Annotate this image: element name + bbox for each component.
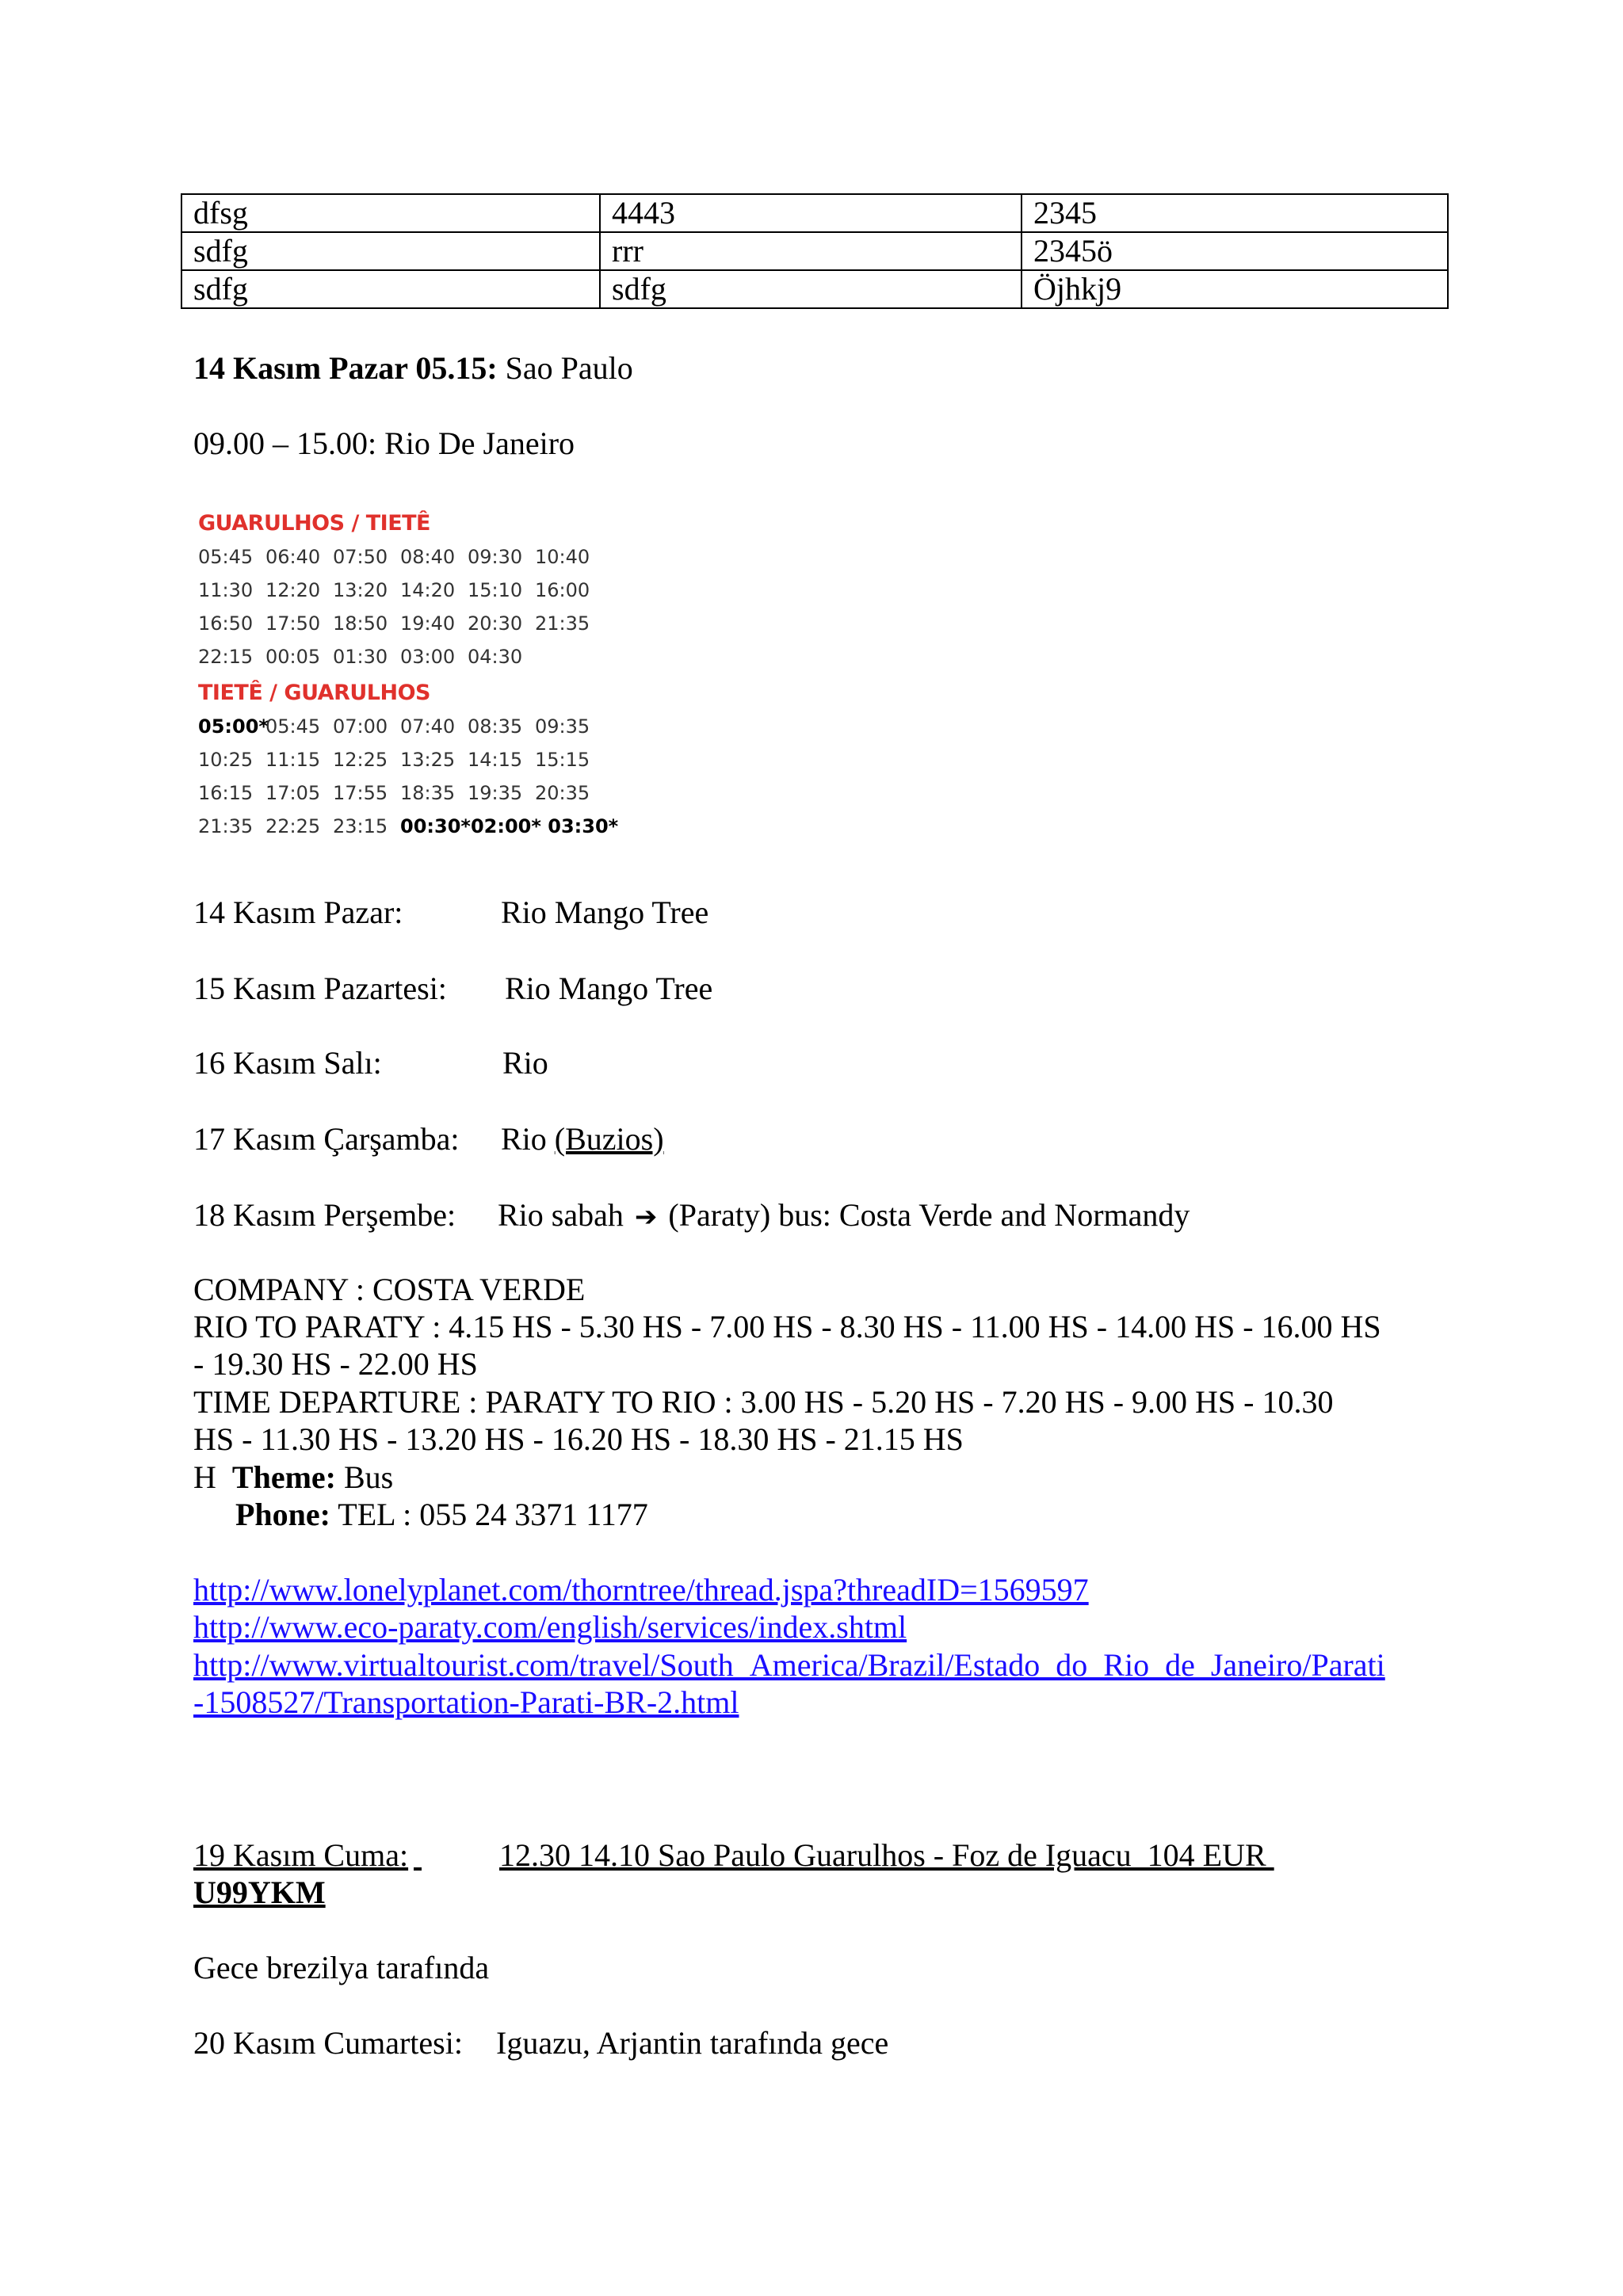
theme-value: Bus	[335, 1459, 394, 1495]
flight-code: U99YKM	[193, 1875, 326, 1910]
schedule-time: 07:40	[400, 715, 456, 738]
virtualtourist-link[interactable]: http://www.virtualtourist.com/travel/South_America/Brazil/Estado_do_Rio_de_Janeiro/Parati	[193, 1647, 1385, 1683]
schedule-time: 11:15	[265, 749, 321, 771]
schedule-time: 06:40	[265, 546, 321, 568]
table-row	[181, 194, 1448, 232]
flight-day: 19 Kasım Cuma:	[193, 1837, 409, 1873]
table-cell: rrr	[600, 232, 1022, 270]
schedule-time: 15:10	[468, 579, 523, 601]
schedule-row	[198, 810, 626, 843]
day-plan-text: Rio	[501, 1121, 547, 1157]
eco-paraty-link[interactable]: http://www.eco-paraty.com/english/services/index.shtml	[193, 1609, 907, 1645]
rio-time-line: 09.00 – 15.00: Rio De Janeiro	[193, 425, 575, 461]
schedule-time: 21:35	[535, 612, 590, 635]
company-line: COMPANY : COSTA VERDE	[193, 1272, 586, 1307]
schedule-time: 17:50	[265, 612, 321, 635]
day-label: 20 Kasım Cumartesi:	[193, 2025, 463, 2061]
table-cell: 2345	[1022, 194, 1448, 232]
schedule-time: 05:45	[198, 546, 254, 568]
schedule-time: 10:25	[198, 749, 254, 771]
day-label: 17 Kasım Çarşamba:	[193, 1121, 460, 1157]
company-line: RIO TO PARATY : 4.15 HS - 5.30 HS - 7.00 HS - 8.30 HS - 11.00 HS - 14.00 HS - 16.00 HS	[193, 1309, 1381, 1344]
table-cell: sdfg	[181, 232, 600, 270]
h-prefix: H	[193, 1459, 216, 1495]
schedule-time: 05:45	[265, 715, 321, 738]
schedule-time: 12:20	[265, 579, 321, 601]
day-plan: Rio Mango Tree	[501, 894, 709, 930]
theme-label: Theme:	[231, 1459, 336, 1495]
schedule-time: 18:50	[333, 612, 388, 635]
schedule-time: 16:15	[198, 782, 254, 804]
virtualtourist-link-continued[interactable]: -1508527/Transportation-Parati-BR-2.html	[193, 1684, 739, 1720]
date-heading	[193, 349, 633, 387]
table-cell: sdfg	[600, 270, 1022, 308]
table-cell: 4443	[600, 194, 1022, 232]
day-plan: Iguazu, Arjantin tarafında gece	[496, 2025, 889, 2061]
schedule-time: 20:35	[535, 782, 590, 804]
schedule-time: 03:00	[400, 646, 456, 668]
schedule-header-tiete-guarulhos: TIETÊ / GUARULHOS	[198, 681, 430, 705]
lonelyplanet-link[interactable]: http://www.lonelyplanet.com/thorntree/thread.jspa?threadID=1569597	[193, 1572, 1089, 1608]
schedule-row	[198, 607, 626, 640]
day-plan	[498, 1196, 1190, 1236]
date-heading-rest: Sao Paulo	[497, 350, 633, 386]
day-plan: Rio	[502, 1045, 548, 1081]
schedule-time: 08:40	[400, 546, 456, 568]
schedule-time: 17:55	[333, 782, 388, 804]
schedule-time: 18:35	[400, 782, 456, 804]
schedule-time: 21:35	[198, 815, 254, 837]
schedule-row	[198, 574, 626, 607]
schedule-time: 05:00*	[198, 715, 269, 738]
schedule-row	[198, 710, 626, 743]
night-line: Gece brezilya tarafında	[193, 1950, 490, 1985]
schedule-time: 19:35	[468, 782, 523, 804]
schedule-time: 14:15	[468, 749, 523, 771]
schedule-time: 08:35	[468, 715, 523, 738]
date-heading-bold: 14 Kasım Pazar 05.15:	[193, 350, 498, 386]
day-label: 14 Kasım Pazar:	[193, 894, 403, 930]
day-plan-text: Rio sabah	[498, 1197, 624, 1233]
schedule-row	[198, 640, 626, 673]
schedule-time: 13:20	[333, 579, 388, 601]
buzios-link[interactable]: (Buzios)	[554, 1121, 664, 1157]
schedule-time: 09:35	[535, 715, 590, 738]
table-row	[181, 232, 1448, 270]
schedule-time: 23:15	[333, 815, 388, 837]
day-plan	[501, 1120, 664, 1158]
schedule-time: 17:05	[265, 782, 321, 804]
schedule-time: 11:30	[198, 579, 254, 601]
schedule-time: 16:00	[535, 579, 590, 601]
schedule-time: 09:30	[468, 546, 523, 568]
schedule-time: 12:25	[333, 749, 388, 771]
schedule-time: 07:00	[333, 715, 388, 738]
day-plan: Rio Mango Tree	[505, 971, 713, 1006]
day-label: 18 Kasım Perşembe:	[193, 1197, 456, 1233]
schedule-time: 22:15	[198, 646, 254, 668]
schedule-time: 19:40	[400, 612, 456, 635]
schedule-time: 16:50	[198, 612, 254, 635]
schedule-row	[198, 743, 626, 776]
day-label: 16 Kasım Salı:	[193, 1045, 382, 1081]
table-cell: Öjhkj9	[1022, 270, 1448, 308]
schedule-time: 20:30	[468, 612, 523, 635]
schedule-time: 14:20	[400, 579, 456, 601]
phone-value: TEL : 055 24 3371 1177	[330, 1497, 648, 1532]
schedule-time: 04:30	[468, 646, 523, 668]
right-arrow-icon: ➔	[634, 1201, 658, 1233]
day-label: 15 Kasım Pazartesi:	[193, 971, 447, 1006]
table-row	[181, 270, 1448, 308]
schedule-time: 01:30	[333, 646, 388, 668]
schedule-time: 13:25	[400, 749, 456, 771]
table-cell: sdfg	[181, 270, 600, 308]
phone-label: Phone:	[235, 1497, 330, 1532]
schedule-time: 00:30*02:00* 03:30*	[400, 815, 619, 837]
theme-line	[193, 1459, 393, 1497]
table-cell: dfsg	[181, 194, 600, 232]
schedule-time: 07:50	[333, 546, 388, 568]
company-line: HS - 11.30 HS - 13.20 HS - 16.20 HS - 18.30 HS - 21.15 HS	[193, 1421, 964, 1457]
day-plan-after: (Paraty) bus: Costa Verde and Normandy	[668, 1197, 1190, 1233]
schedule-time: 00:05	[265, 646, 321, 668]
schedule-row	[198, 540, 626, 574]
phone-line	[235, 1496, 648, 1534]
company-line: - 19.30 HS - 22.00 HS	[193, 1346, 478, 1382]
schedule-time: 10:40	[535, 546, 590, 568]
data-table	[181, 193, 1449, 309]
flight-detail: 12.30 14.10 Sao Paulo Guarulhos - Foz de Iguacu 104 EUR	[499, 1837, 1274, 1873]
bus-schedule-image	[198, 507, 626, 843]
flight-gap	[414, 1836, 501, 1875]
schedule-row	[198, 776, 626, 810]
company-line: TIME DEPARTURE : PARATY TO RIO : 3.00 HS - 5.20 HS - 7.20 HS - 9.00 HS - 10.30	[193, 1384, 1334, 1420]
schedule-time: 22:25	[265, 815, 321, 837]
schedule-header-guarulhos-tiete: GUARULHOS / TIETÊ	[198, 511, 430, 536]
table-cell: 2345ö	[1022, 232, 1448, 270]
schedule-time: 15:15	[535, 749, 590, 771]
